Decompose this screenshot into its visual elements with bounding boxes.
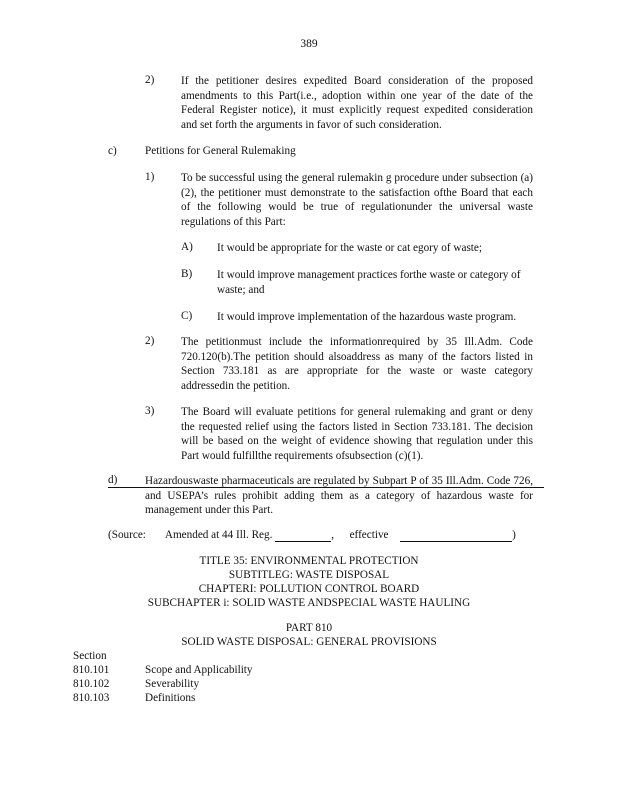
toc-row-title: Definitions bbox=[145, 692, 196, 704]
title-heading: TITLE 35: ENVIRONMENTAL PROTECTION bbox=[199, 555, 419, 567]
effective-date-blank bbox=[400, 529, 512, 542]
section-d-marker: d) bbox=[108, 474, 118, 486]
toc-row-number: 810.103 bbox=[73, 692, 110, 704]
item-c1-marker: 1) bbox=[145, 171, 155, 183]
part-title-heading: SOLID WASTE DISPOSAL: GENERAL PROVISIONS bbox=[181, 636, 437, 648]
item-c2-text: The petitionmust include the informationrequired by 35 Ill.Adm. Code 720.120(b).The petition should alsoaddress as many of the factors listed in Section 733.181 as are appropriate for the waste or waste category addressedin the petition. bbox=[181, 336, 533, 392]
source-close: ) bbox=[512, 529, 516, 541]
sub-a-text: It would be appropriate for the waste or cat egory of waste; bbox=[217, 242, 482, 254]
source-note bbox=[108, 529, 516, 542]
page-number: 389 bbox=[300, 38, 318, 50]
effective-label: effective bbox=[349, 529, 389, 541]
source-comma: , bbox=[331, 529, 334, 541]
chapter-heading: CHAPTERI: POLLUTION CONTROL BOARD bbox=[198, 583, 420, 595]
item-c2-marker: 2) bbox=[145, 335, 155, 347]
section-d-text: Hazardouswaste pharmaceuticals are regulated by Subpart P of 35 Ill.Adm. Code 726, and USEPA’s rules prohibit adding them as a category of hazardous waste for management under this Part. bbox=[145, 475, 533, 517]
toc-header: Section bbox=[73, 650, 107, 662]
sub-b-text: It would improve management practices forthe waste or category of waste; and bbox=[217, 269, 521, 296]
section-c-heading: Petitions for General Rulemaking bbox=[145, 145, 296, 157]
item-c3-text: The Board will evaluate petitions for general rulemaking and grant or deny the requested relief using the factors listed in Section 733.181. The decision will be based on the weight of evidence showing that regulation under this Part would fulfillthe requirements ofsubsection (c)(1). bbox=[181, 406, 533, 462]
sub-a-marker: A) bbox=[181, 241, 193, 253]
item-b2-marker: 2) bbox=[145, 74, 155, 86]
source-prefix: (Source: bbox=[108, 529, 146, 541]
source-text: Amended at 44 Ill. Reg. bbox=[164, 529, 273, 541]
sub-c-marker: C) bbox=[181, 310, 193, 322]
toc-row-title: Scope and Applicability bbox=[145, 664, 253, 676]
sub-b-marker: B) bbox=[181, 268, 193, 280]
item-c3-marker: 3) bbox=[145, 405, 155, 417]
item-c1-text: To be successful using the general rulemakin g procedure under subsection (a)(2), the petitioner must demonstrate to the satisfaction ofthe Board that each of the following would be true of regulationunder the universal waste regulations of this Part: bbox=[181, 172, 533, 228]
toc-row-number: 810.101 bbox=[73, 664, 110, 676]
register-blank bbox=[275, 529, 331, 542]
part-heading: PART 810 bbox=[285, 622, 333, 634]
subchapter-heading: SUBCHAPTER i: SOLID WASTE ANDSPECIAL WASTE HAULING bbox=[147, 597, 471, 609]
section-c-marker: c) bbox=[108, 145, 117, 157]
subtitle-heading: SUBTITLEG: WASTE DISPOSAL bbox=[228, 569, 390, 581]
toc-row-title: Severability bbox=[145, 678, 200, 690]
item-b2-text: If the petitioner desires expedited Board consideration of the proposed amendments to this Part(i.e., adoption within one year of the date of the Federal Register notice), it must explicitly request expedited consideration and set forth the arguments in favor of such consideration. bbox=[181, 75, 533, 131]
sub-c-text: It would improve implementation of the hazardous waste program. bbox=[217, 311, 517, 323]
toc-row-number: 810.102 bbox=[73, 678, 110, 690]
